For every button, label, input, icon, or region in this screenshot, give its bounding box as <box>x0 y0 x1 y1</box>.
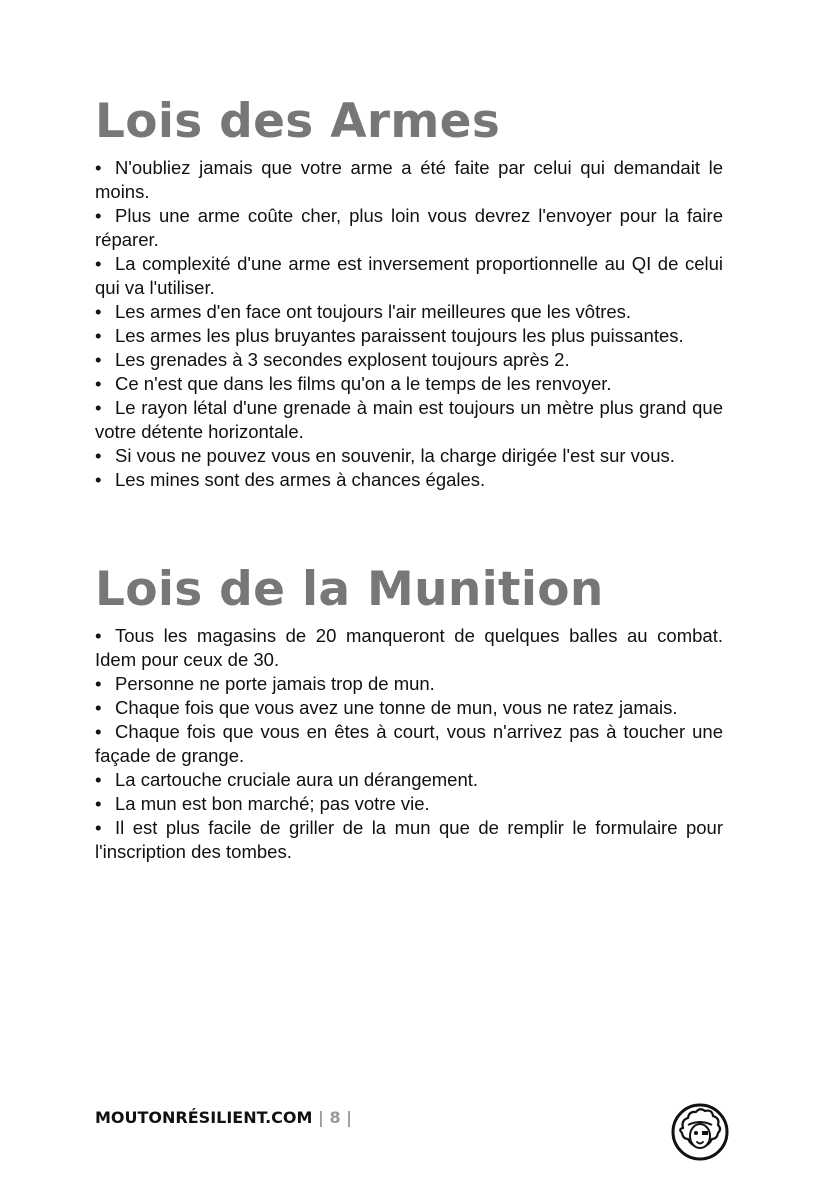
page-footer <box>95 1108 352 1127</box>
bullet-icon: • <box>95 469 102 490</box>
list-item: • La mun est bon marché; pas votre vie. <box>95 793 430 814</box>
section-title: Lois de la Munition <box>95 562 604 617</box>
bullet-icon: • <box>95 793 102 814</box>
bullet-icon: • <box>95 373 102 394</box>
list-item: • La complexité d'une arme est inversement proportionnelle au QI de celui qui va l'utiliser. <box>95 253 723 298</box>
bullet-icon: • <box>95 817 102 838</box>
bullet-icon: • <box>95 157 102 178</box>
bullet-icon: • <box>95 697 102 718</box>
list-item: • Les armes d'en face ont toujours l'air meilleures que les vôtres. <box>95 301 632 322</box>
list-item: • Si vous ne pouvez vous en souvenir, la charge dirigée l'est sur vous. <box>95 445 675 466</box>
list-item: • Tous les magasins de 20 manqueront de quelques balles au combat. Idem pour ceux de 30. <box>95 625 723 670</box>
bullet-icon: • <box>95 205 102 226</box>
footer-separator: | <box>346 1108 353 1127</box>
list-item: • Ce n'est que dans les films qu'on a le temps de les renvoyer. <box>95 373 612 394</box>
footer-separator: | <box>318 1108 324 1127</box>
list-item: • Plus une arme coûte cher, plus loin vous devrez l'envoyer pour la faire réparer. <box>95 205 723 250</box>
bullet-icon: • <box>95 325 102 346</box>
bullet-icon: • <box>95 349 102 370</box>
list-item: • Chaque fois que vous en êtes à court, vous n'arrivez pas à toucher une façade de grange. <box>95 721 723 766</box>
list-item: • Les armes les plus bruyantes paraissent toujours les plus puissantes. <box>95 325 684 346</box>
section-lois-de-la-munition <box>95 562 723 864</box>
bullet-icon: • <box>95 253 102 274</box>
list-item: • La cartouche cruciale aura un dérangement. <box>95 769 479 790</box>
list-item: • Il est plus facile de griller de la mun que de remplir le formulaire pour l'inscription des tombes. <box>95 817 723 862</box>
bullet-icon: • <box>95 301 102 322</box>
list-item: • Les grenades à 3 secondes explosent toujours après 2. <box>95 349 570 370</box>
list-item: • Chaque fois que vous avez une tonne de mun, vous ne ratez jamais. <box>95 697 678 718</box>
list-item: • Le rayon létal d'une grenade à main est toujours un mètre plus grand que votre détente horizontale. <box>95 397 723 442</box>
list-item: • Les mines sont des armes à chances égales. <box>95 469 486 490</box>
bullet-icon: • <box>95 769 102 790</box>
page-number: 8 <box>329 1108 341 1127</box>
footer-site-link[interactable]: MOUTONRÉSILIENT.COM <box>95 1108 313 1127</box>
bullet-icon: • <box>95 445 102 466</box>
section-title: Lois des Armes <box>95 94 501 149</box>
sheep-logo-icon <box>671 1102 729 1162</box>
bullet-icon: • <box>95 397 102 418</box>
law-list <box>95 624 723 864</box>
bullet-icon: • <box>95 625 102 646</box>
bullet-icon: • <box>95 721 102 742</box>
bullet-icon: • <box>95 673 102 694</box>
list-item: • Personne ne porte jamais trop de mun. <box>95 673 435 694</box>
list-item: • N'oubliez jamais que votre arme a été faite par celui qui demandait le moins. <box>95 157 723 202</box>
law-list <box>95 156 723 492</box>
section-lois-des-armes <box>95 94 723 492</box>
